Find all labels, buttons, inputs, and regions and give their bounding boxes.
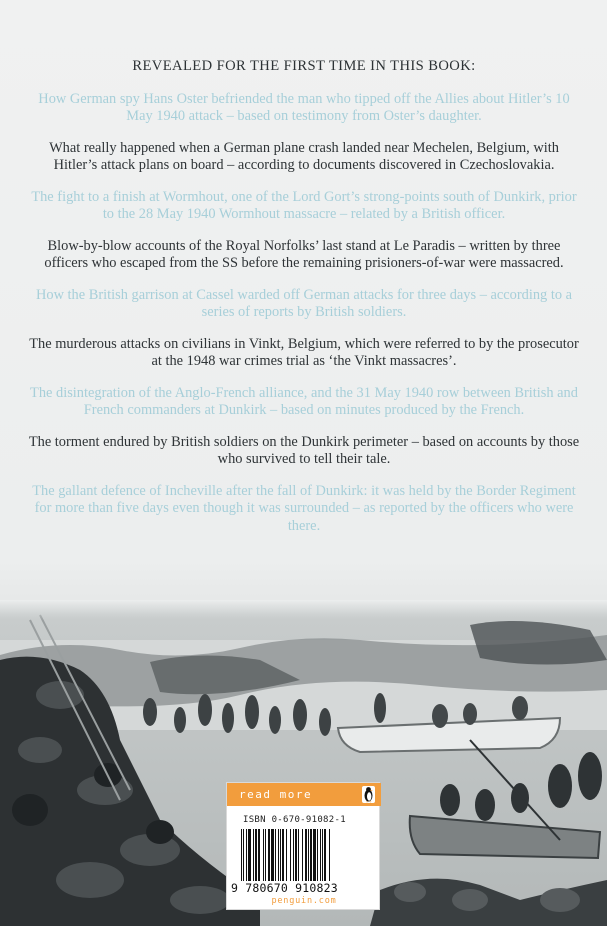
blurb-heading: REVEALED FOR THE FIRST TIME IN THIS BOOK: [132,58,476,74]
barcode-bars [241,829,367,881]
blurb-item-incheville: The gallant defence of Incheville after the fall of Dunkirk: it was held by the Border Regiment for more than five days even though it was surrounded – as reported by the officers who were there. [32,482,576,534]
blurb-item-le-paradis: Blow-by-blow accounts of the Royal Norfolks’ last stand at Le Paradis – written by three officers who escaped from the SS before the remaining prisioners-of-war were massacred. [44,237,564,271]
blurb-item-mechelen: What really happened when a German plane crash landed near Mechelen, Belgium, with Hitler’s attack plans on board – according to documents discovered in Czechoslovakia. [49,139,559,173]
penguin-logo-icon [362,786,375,803]
barcode-panel [226,782,380,910]
blurb-item-vinkt: The murderous attacks on civilians in Vinkt, Belgium, which were referred to by the prosecutor at the 1948 war crimes trial as ‘the Vinkt massacres’. [29,335,579,369]
read-more-banner [227,783,381,806]
read-more-label: read more [239,788,313,801]
barcode-digits: 9 780670 910823 [231,881,338,895]
penguin-website: penguin.com [271,896,337,906]
blurb-item-perimeter: The torment endured by British soldiers on the Dunkirk perimeter – based on accounts by those who survived to tell their tale. [28,433,580,467]
blurb-item-oster: How German spy Hans Oster befriended the man who tipped off the Allies about Hitler’s 10 May 1940 attack – based on testimony from Oster’s daughter. [38,90,570,124]
blurb-item-wormhout: The fight to a finish at Wormhout, one of the Lord Gort’s strong-points south of Dunkirk, prior to the 28 May 1940 Wormhout massacre – related by a British officer. [31,188,577,222]
blurb [28,58,580,549]
blurb-item-cassel: How the British garrison at Cassel warded off German attacks for three days – according to a series of reports by British soldiers. [35,286,573,320]
blurb-item-alliance: The disintegration of the Anglo-French alliance, and the 31 May 1940 row between British and French commanders at Dunkirk – based on minutes produced by the French. [30,384,578,418]
isbn-number: ISBN 0-670-91082-1 [243,815,346,825]
